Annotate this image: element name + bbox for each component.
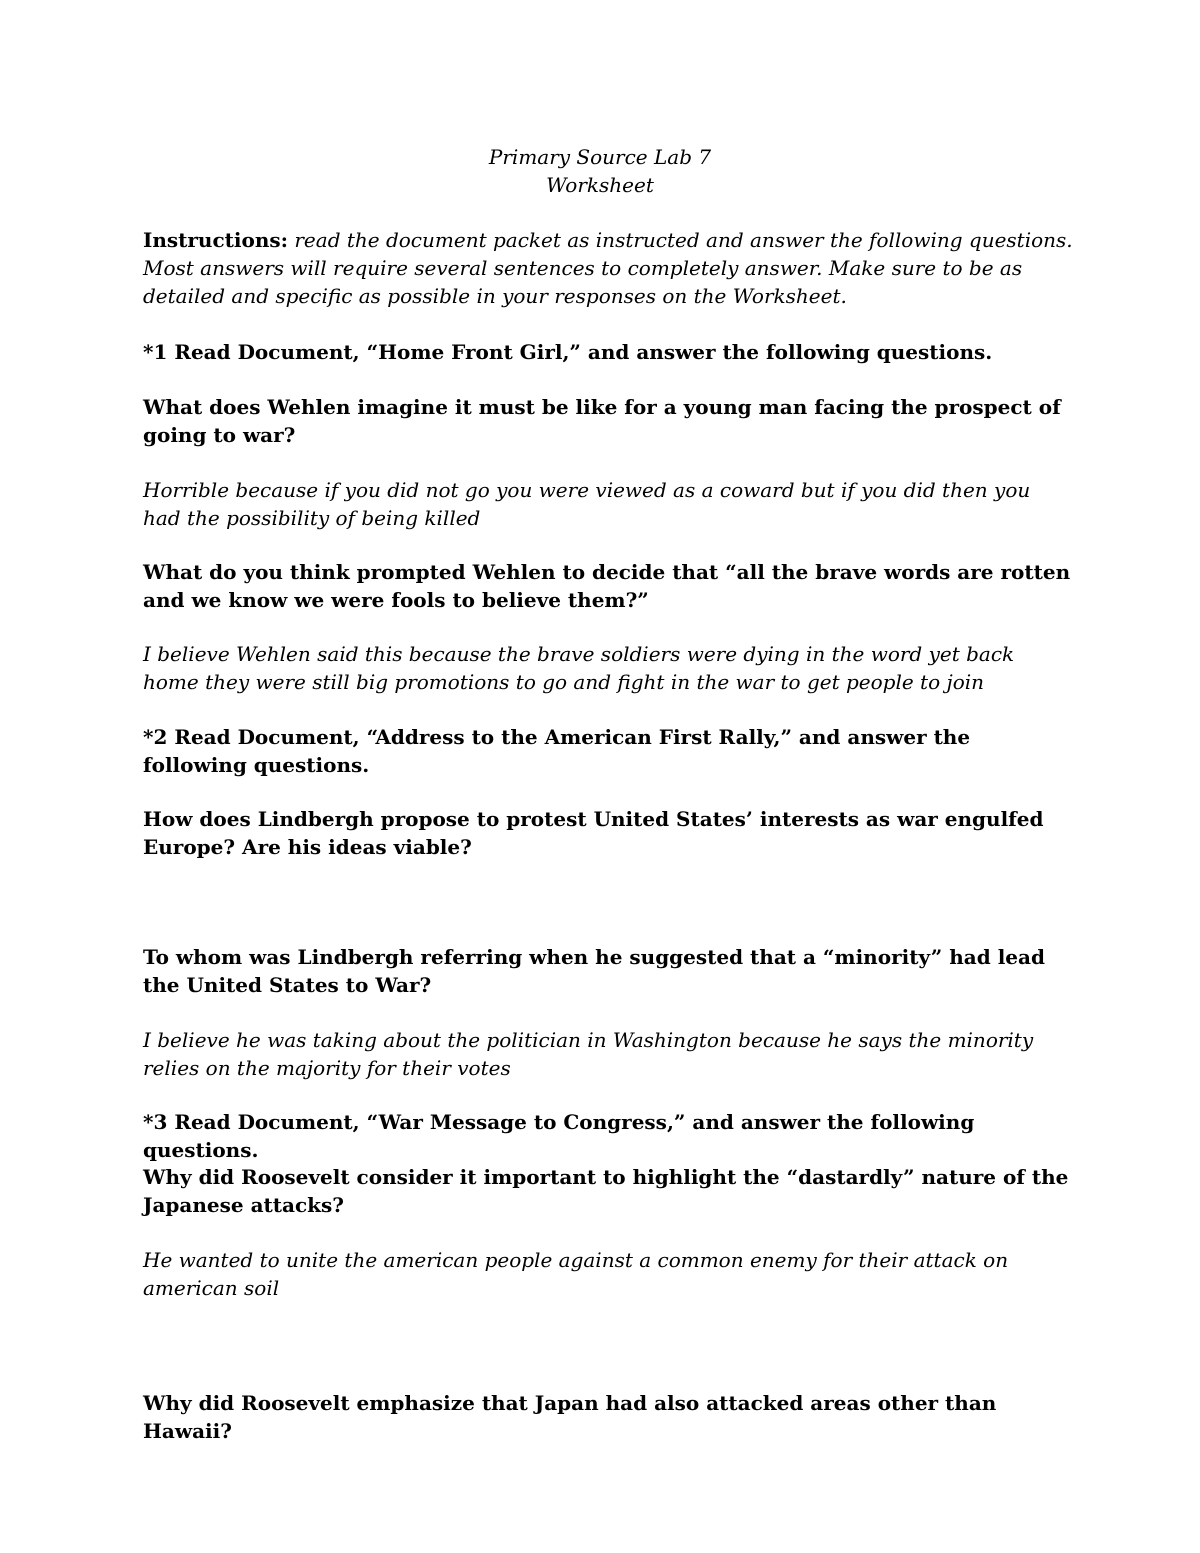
page-title: Primary Source Lab 7 bbox=[488, 145, 712, 169]
section2-question2: To whom was Lindbergh referring when he suggested that a “minority” had lead the United States to War? bbox=[143, 945, 1045, 997]
section1-question2: What do you think prompted Wehlen to decide that “all the brave words are rotten and we know we were fools to believe them?” bbox=[143, 560, 1071, 612]
section1-heading: *1 Read Document, “Home Front Girl,” and answer the following questions. bbox=[143, 340, 993, 364]
section2-heading: *2 Read Document, “Address to the American First Rally,” and answer the following questions. bbox=[143, 725, 971, 777]
instructions-label: Instructions: bbox=[143, 228, 289, 252]
section1-answer1: Horrible because if you did not go you were viewed as a coward but if you did then you had the possibility of being killed bbox=[143, 478, 1031, 530]
section3-question2: Why did Roosevelt emphasize that Japan had also attacked areas other than Hawaii? bbox=[143, 1391, 997, 1443]
section3-question1: Why did Roosevelt consider it important to highlight the “dastardly” nature of the Japanese attacks? bbox=[143, 1165, 1069, 1217]
instructions-text: read the document packet as instructed and answer the following questions. Most answers will require several sentences to completely answer. Make sure to be as detailed and specific as possible in your responses on the Worksheet. bbox=[143, 228, 1073, 308]
section1-question1: What does Wehlen imagine it must be like for a young man facing the prospect of going to war? bbox=[143, 395, 1061, 447]
section3-answer1: He wanted to unite the american people against a common enemy for their attack on american soil bbox=[143, 1248, 1009, 1300]
section3-heading: *3 Read Document, “War Message to Congress,” and answer the following questions. bbox=[143, 1110, 975, 1162]
instructions-paragraph bbox=[143, 226, 1073, 310]
section2-question1: How does Lindbergh propose to protest United States’ interests as war engulfed Europe? Are his ideas viable? bbox=[143, 807, 1044, 859]
section2-answer2: I believe he was taking about the politician in Washington because he says the minority relies on the majority for their votes bbox=[143, 1028, 1034, 1080]
page-subtitle: Worksheet bbox=[546, 173, 654, 197]
section1-answer2: I believe Wehlen said this because the brave soldiers were dying in the word yet back home they were still big promotions to go and fight in the war to get people to join bbox=[143, 642, 1015, 694]
